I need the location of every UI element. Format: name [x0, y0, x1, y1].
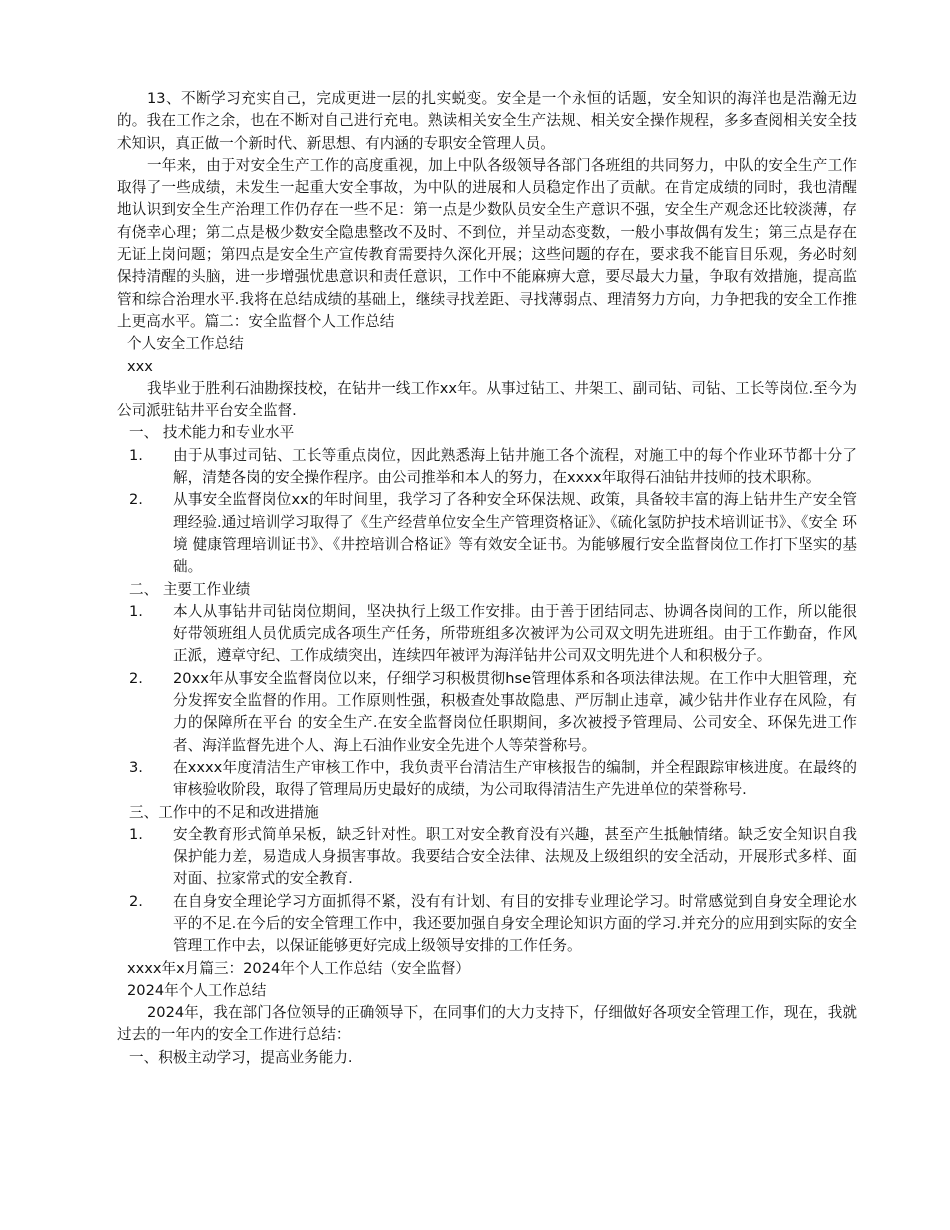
list-number: 3. — [129, 758, 143, 776]
document-page — [117, 88, 857, 1069]
paragraph-learning: 13、不断学习充实自己，完成更进一层的扎实蜕变。安全是一个永恒的话题，安全知识的海洋也是浩瀚无边的。我在工作之余，也在不断对自己进行充电。熟读相关安全生产法规、相关安全操作规程，多多查阅相关安全技术知识，真正做一个新时代、新思想、有内涵的专职安全管理人员。 — [117, 90, 857, 152]
subtitle: 个人安全工作总结 — [127, 335, 244, 353]
paragraph-2024: 2024年，我在部门各位领导的正确领导下，在同事们的大力支持下，仔细做好各项安全管理工作，现在，我就过去的一年内的安全工作进行总结： — [117, 1004, 857, 1044]
list-item — [117, 824, 857, 891]
list-number: 1. — [129, 446, 143, 464]
list-item — [117, 445, 857, 490]
list-text: 在xxxx年度清洁生产审核工作中，我负责平台清洁生产审核报告的编制，并全程跟踪审核进度。在最终的审核验收阶段，取得了管理局历史最好的成绩，为公司取得清洁生产先进单位的荣誉称号. — [173, 758, 857, 799]
list-number: 1. — [129, 602, 143, 620]
paragraph-year-review: 一年来，由于对安全生产工作的高度重视，加上中队各级领导各部门各班组的共同努力，中队的安全生产工作取得了一些成绩，未发生一起重大安全事故，为中队的进展和人员稳定作出了贡献。在肯定成绩的同时，我也清醒地认识到安全生产治理工作仍存在一些不足：第一点是少数队员安全生产意识不强，安全生产观念还比较淡薄，存有侥幸心理；第二点是极少数安全隐患整改不及时、不到位，并呈动态变数，一般小事故偶有发生；第三点是存在无证上岗问题；第四点是安全生产宣传教育需要持久深化开展；这些问题的存在，要求我不能盲目乐观，务必时刻保持清醒的头脑，进一步增强忧患意识和责任意识，工作中不能麻痹大意，要尽最大力量，争取有效措施，提高监管和综合治理水平.我将在总结成绩的基础上，继续寻找差距、寻找薄弱点、理清努力方向，力争把我的安全工作推上更高水平。篇二：安全监督个人工作总结 — [117, 156, 857, 330]
list-number: 2. — [129, 491, 143, 509]
list-text: 在自身安全理论学习方面抓得不紧，没有有计划、有目的安排专业理论学习。时常感觉到自身安全理论水平的不足.在今后的安全管理工作中，我还要加强自身安全理论知识方面的学习.并充分的应用到实际的安全管理工作中去，以保证能够更好完成上级领导安排的工作任务。 — [173, 892, 857, 955]
list-number: 2. — [129, 892, 143, 910]
list-text: 从事安全监督岗位xx的年时间里，我学习了各种安全环保法规、政策，具备较丰富的海上钻井生产安全管理经验.通过培训学习取得了《生产经营单位安全生产管理资格证》、《硫化氢防护技术培训证书》、《安全 环境 健康管理培训证书》、《井控培训合格证》等有效安全证书。为能够履行安全监督岗位工作打下坚实的基础。 — [173, 491, 857, 576]
list-text: 20xx年从事安全监督岗位以来，仔细学习积极贯彻hse管理体系和各项法律法规。在工作中大胆管理，充分发挥安全监督的作用。工作原则性强，积极查处事故隐患、严厉制止违章，减少钻井作业存在风险，有力的保障所在平台 的安全生产.在安全监督岗位任职期间，多次被授予管理局、公司安全、环保先进工作者、海洋监督先进个人、海上石油作业安全先进个人等荣誉称号。 — [173, 669, 857, 754]
list-number: 1. — [129, 825, 143, 843]
date-and-part-three-title: xxxx年x月篇三：2024年个人工作总结（安全监督） — [127, 959, 471, 977]
section-heading: 二、 主要工作业绩 — [129, 580, 251, 598]
list-text: 本人从事钻井司钻岗位期间，坚决执行上级工作安排。由于善于团结同志、协调各岗间的工作，所以能很好带领班组人员优质完成各项生产任务，所带班组多次被评为公司双文明先进班组。由于工作勤奋，作风正派，遵章守纪、工作成绩突出，连续四年被评为海洋钻井公司双文明先进个人和积极分子。 — [173, 602, 857, 665]
section-heading: 一、 技术能力和专业水平 — [129, 424, 295, 442]
summary-title-2024: 2024年个人工作总结 — [127, 981, 267, 999]
list-item — [117, 489, 857, 578]
section-heading: 三、工作中的不足和改进措施 — [129, 803, 319, 821]
list-text: 由于从事过司钻、工长等重点岗位，因此熟悉海上钻井施工各个流程，对施工中的每个作业环节都十分了解，清楚各岗的安全操作程序。由公司推举和本人的努力，在xxxx年取得石油钻井技师的技术职称。 — [173, 446, 857, 487]
list-number: 2. — [129, 669, 143, 687]
list-item — [117, 601, 857, 668]
section-heading: 一、积极主动学习，提高业务能力. — [129, 1048, 353, 1066]
list-text: 安全教育形式简单呆板，缺乏针对性。职工对安全教育没有兴趣，甚至产生抵触情绪。缺乏安全知识自我保护能力差，易造成人身损害事故。我要结合安全法律、法规及上级组织的安全活动，开展形式多样、面对面、拉家常式的安全教育. — [173, 825, 857, 888]
author-name: xxx — [127, 357, 153, 375]
list-item — [117, 891, 857, 958]
list-item — [117, 668, 857, 757]
intro-paragraph: 我毕业于胜利石油勘探技校，在钻井一线工作xx年。从事过钻工、井架工、副司钻、司钻、工长等岗位.至今为公司派驻钻井平台安全监督. — [117, 379, 857, 420]
list-item — [117, 757, 857, 802]
